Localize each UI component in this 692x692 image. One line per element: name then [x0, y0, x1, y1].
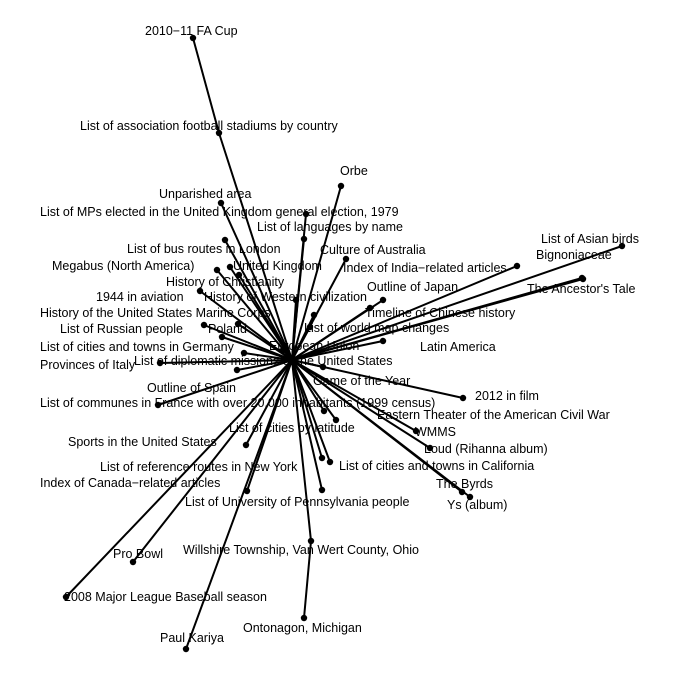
node-label-unparished: Unparished area — [159, 187, 252, 201]
node-label-latin-america: Latin America — [420, 340, 496, 354]
node-label-russian-people: List of Russian people — [60, 322, 183, 336]
node-label-germany-cities: List of cities and towns in Germany — [40, 340, 234, 354]
node-label-poland: Poland — [208, 322, 247, 336]
node-label-ancestors-tale: The Ancestor's Tale — [527, 282, 636, 296]
node-ancestors-tale — [579, 275, 585, 281]
node-label-languages: List of languages by name — [257, 220, 403, 234]
node-film-2012 — [460, 395, 466, 401]
node-label-stadiums: List of association football stadiums by country — [80, 119, 338, 133]
node-label-loud: Loud (Rihanna album) — [424, 442, 548, 456]
node-label-india-index: Index of India−related articles — [343, 261, 507, 275]
node-label-western-civ: History of Western civilization — [204, 290, 368, 304]
node-label-sports-us: Sports in the United States — [68, 435, 217, 449]
node-label-fa-cup: 2010−11 FA Cup — [145, 24, 238, 38]
node-label-bignoniaceae: Bignoniaceae — [536, 248, 612, 262]
node-label-mps-1979: List of MPs elected in the United Kingdom general election, 1979 — [40, 205, 399, 219]
node-canada-index — [244, 488, 250, 494]
node-india-index — [514, 263, 520, 269]
node-label-ontonagon: Ontonagon, Michigan — [243, 621, 362, 635]
node-label-uk: United Kingdom — [233, 259, 322, 273]
node-label-aviation-1944: 1944 in aviation — [96, 290, 184, 304]
node-label-film-2012: 2012 in film — [475, 389, 539, 403]
node-russian-people — [201, 322, 207, 328]
node-label-communes: List of communes in France with over 20,000 inhabitants (1999 census) — [40, 396, 436, 410]
node-label-spain: Outline of Spain — [147, 381, 236, 395]
node-label-eastern-theater: Eastern Theater of the American Civil War — [377, 408, 610, 422]
node-label-japan: Outline of Japan — [367, 280, 459, 294]
node-label-orbe: Orbe — [340, 164, 368, 178]
node-california — [327, 459, 333, 465]
node-label-chinese-history: Timeline of Chinese history — [365, 306, 516, 320]
node-label-diplomatic: List of diplomatic missions of the United States — [134, 354, 393, 368]
node-label-california: List of cities and towns in California — [339, 459, 535, 473]
node-label-asian-birds: List of Asian birds — [541, 232, 639, 246]
node-megabus — [214, 267, 220, 273]
node-upenn — [319, 487, 325, 493]
labels-layer — [40, 24, 639, 645]
node-label-usmc: History of the United States Marine Corps — [40, 306, 271, 320]
node-label-christianity: History of Christianity — [166, 275, 285, 289]
node-label-pro-bowl: Pro Bowl — [113, 547, 164, 561]
node-label-eu: European Union — [269, 339, 360, 353]
node-label-mlb-2008: 2008 Major League Baseball season — [64, 590, 267, 604]
node-label-culture-au: Culture of Australia — [320, 243, 426, 257]
node-label-byrds: The Byrds — [436, 477, 493, 491]
node-label-canada-index: Index of Canada−related articles — [40, 476, 221, 490]
node-japan — [380, 297, 386, 303]
node-label-paul-kariya: Paul Kariya — [160, 631, 224, 645]
node-label-italy: Provinces of Italy — [40, 358, 136, 372]
node-label-megabus: Megabus (North America) — [52, 259, 195, 273]
node-label-wmms: WMMS — [415, 425, 456, 439]
node-label-goty: Game of the Year — [313, 374, 411, 388]
node-usmc — [311, 312, 317, 318]
node-label-latitude: List of cities by latitude — [229, 421, 355, 435]
node-label-willshire: Willshire Township, Van Wert County, Ohio — [183, 543, 419, 557]
node-languages — [301, 236, 307, 242]
node-paul-kariya — [183, 646, 189, 652]
node-label-world-maps: List of world map changes — [304, 321, 450, 335]
node-ref-routes-ny — [319, 455, 325, 461]
node-label-ref-routes-ny: List of reference routes in New York — [100, 460, 298, 474]
node-label-bus-london: List of bus routes in London — [127, 242, 281, 256]
node-sports-us — [243, 442, 249, 448]
node-label-upenn: List of University of Pennsylvania people — [185, 495, 410, 509]
node-orbe — [338, 183, 344, 189]
node-label-ys: Ys (album) — [447, 498, 508, 512]
node-latin-america — [380, 338, 386, 344]
